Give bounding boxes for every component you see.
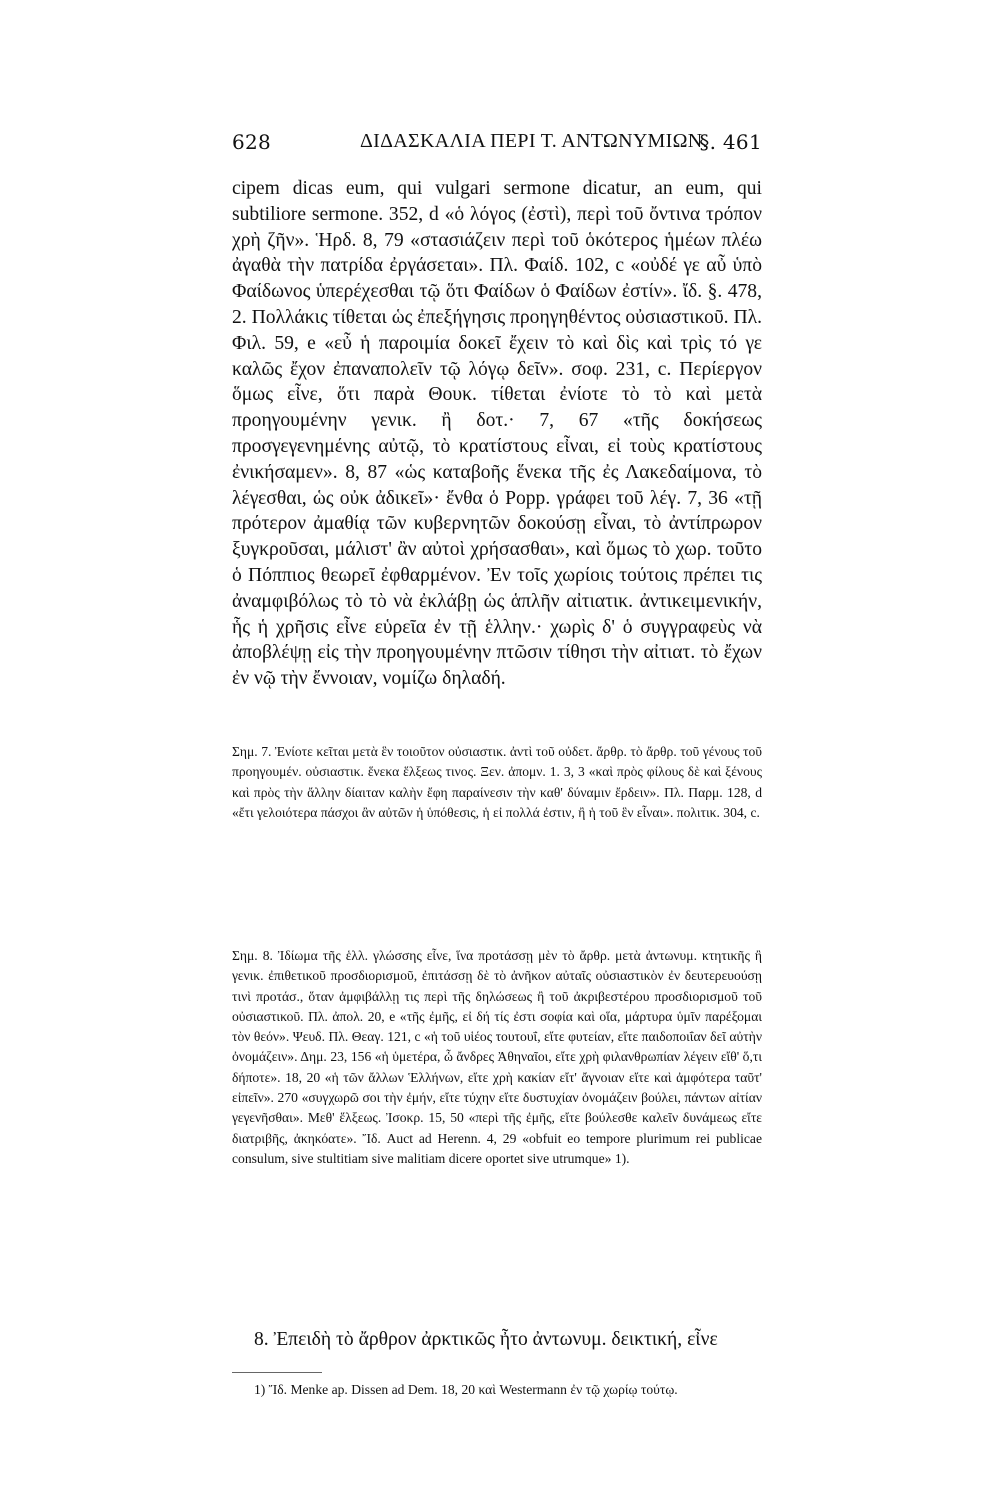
note-8-text: Σημ. 8. Ἰδίωμα τῆς ἑλλ. γλώσσης εἶνε, ἵνα προτάσσῃ μὲν τὸ ἄρθρ. μετὰ ἀντωνυμ. κτητικῆς ἢ γενικ. ἐπιθετικοῦ προσδιορισμοῦ, ἐπιτάσσῃ δὲ τὸ ἀνῆκον αὐταῖς οὐσιαστικὸν ἐν δευτερευούσῃ τινὶ προτάσ., ὅταν ἀμφιβάλλῃ τις περὶ τῆς δηλώσεως ἢ τοῦ ἀκριβεστέρου προσδιορισμοῦ τοῦ οὐσιαστικοῦ. Πλ. ἀπολ. 20, e «τῆς ἐμῆς, εἰ δή τίς ἐστι σοφία καὶ οἵα, μάρτυρα ὑμῖν παρέξομαι τὸν θεόν». Ψευδ. Πλ. Θεαγ. 121, c «ἡ τοῦ υἱέος τουτουΐ, εἴτε φυτείαν, εἴτε παιδοποιΐαν δεῖ αὐτὴν ὀνομάζειν». Δημ. 23, 156 «ἡ ὑμετέρα, ὦ ἄνδρες Ἀθηναῖοι, εἴτε χρὴ φιλανθρωπίαν λέγειν εἴθ' ὅ,τι δήποτε». 18, 20 «ἡ τῶν ἄλλων Ἑλλήνων, εἴτε χρὴ κακίαν εἴτ' ἄγνοιαν εἴτε καὶ ἀμφότερα ταῦτ' εἰπεῖν». 270 «συγχωρῶ σοι τὴν ἐμήν, εἴτε τύχην εἴτε δυστυχίαν ὀνομάζειν βούλει, πάντων αἰτίαν γεγενῆσθαι». Μεθ' ἕλξεως. Ἰσοκρ. 15, 50 «περὶ τῆς ἐμῆς, εἴτε βούλεσθε καλεῖν δυνάμεως εἴτε διατριβῆς, ἀκηκόατε». Ἴδ. Auct ad Herenn. 4, 29 «obfuit eo tempore plurimum rei publicae consulum, sive stultitiam sive malitiam dicere oportet sive utrumque» 1). bbox=[232, 948, 762, 1166]
paragraph-8 bbox=[232, 1327, 762, 1353]
main-paragraph: cipem dicas eum, qui vulgari sermone dicatur, an eum, qui subtiliore sermone. 352, d «ὁ λόγος (ἐστὶ), περὶ τοῦ ὄντινα τρόπον χρὴ ζῆν». Ἡρδ. 8, 79 «στασιάζειν περὶ τοῦ ὁκότερος ἡμέων πλέω ἀγαθὰ τὴν πατρίδα ἐργάσεται». Πλ. Φαίδ. 102, c «οὐδέ γε αὖ ὑπὸ Φαίδωνος ὑπερέχεσθαι τῷ ὅτι Φαίδων ὁ Φαίδων ἐστίν». ἴδ. §. 478, 2. Πολλάκις τίθεται ὡς ἐπεξήγησις προηγηθέντος οὐσιαστικοῦ. Πλ. Φιλ. 59, e «εὖ ἡ παροιμία δοκεῖ ἔχειν τὸ καὶ δὶς καὶ τρὶς τό γε καλῶς ἔχον ἐπαναπολεῖν τῷ λόγῳ δεῖν». σοφ. 231, c. Περίεργον ὅμως εἶνε, ὅτι παρὰ Θουκ. τίθεται ἐνίοτε τὸ τὸ καὶ μετὰ προηγουμένην γενικ. ἢ δοτ.· 7, 67 «τῆς δοκήσεως προσγεγενημένης αὐτῷ, τὸ κρατίστους εἶναι, εἰ τοὺς κρατίστους ἐνικήσαμεν». 8, 87 «ὡς καταβοῆς ἕνεκα τῆς ἐς Λακεδαίμονα, τὸ λέγεσθαι, ὡς οὐκ ἀδικεῖ»· ἔνθα ὁ Popp. γράφει τοῦ λέγ. 7, 36 «τῇ πρότερον ἀμαθίᾳ τῶν κυβερνητῶν δοκούσῃ εἶναι, τὸ ἀντίπρωρον ξυγκροῦσαι, μάλιστ' ἂν αὐτοὶ χρήσασθαι», καὶ ὅμως τὸ χωρ. τοῦτο ὁ Πόππιος θεωρεῖ ἐφθαρμένον. Ἐν τοῖς χωρίοις τούτοις πρέπει τις ἀναμφιβόλως τὸ τὸ νὰ ἐκλάβῃ ὡς ἁπλῆν αἰτιατικ. ἀντικειμενικήν, ἧς ἡ χρῆσις εἶνε εὑρεῖα ἐν τῇ ἑλλην.· χωρὶς δ' ὁ συγγραφεὺς νὰ ἀποβλέψῃ εἰς τὴν προηγουμένην πτῶσιν τίθησι τὴν αἰτιατ. τὸ ἔχων ἐν νῷ τὴν ἔννοιαν, νομίζω δηλαδή. bbox=[232, 178, 762, 690]
section-number: §. 461 bbox=[699, 130, 762, 154]
page-header bbox=[232, 124, 762, 164]
paragraph-8-text: 8. Ἐπειδὴ τὸ ἄρθρον ἀρκτικῶς ἦτο ἀντωνυμ. δεικτική, εἶνε bbox=[254, 1329, 718, 1350]
running-title: ΔΙΔΑΣΚΑΛΙΑ ΠΕΡΙ Τ. ΑΝΤΩΝΥΜΙΩΝ. bbox=[360, 130, 708, 152]
footnote-divider bbox=[232, 1372, 322, 1373]
note-8 bbox=[232, 946, 762, 1169]
footnote-text: 1) Ἴδ. Menke ap. Dissen ad Dem. 18, 20 καὶ Westermann ἐν τῷ χωρίῳ τούτῳ. bbox=[254, 1382, 678, 1397]
main-text bbox=[232, 176, 762, 692]
note-7 bbox=[232, 742, 762, 823]
note-7-text: Σημ. 7. Ἐνίοτε κεῖται μετὰ ἓν τοιοῦτον οὐσιαστικ. ἀντὶ τοῦ οὐδετ. ἄρθρ. τὸ ἄρθρ. τοῦ γένους τοῦ προηγουμέν. οὐσιαστικ. ἕνεκα ἕλξεως τινος. Ξεν. ἀπομν. 1. 3, 3 «καὶ πρὸς φίλους δὲ καὶ ξένους καὶ πρὸς τὴν ἄλλην δίαιταν καλὴν ἔφη παραίνεσιν τὴν καθ' δύναμιν ἔρδειν». Πλ. Παρμ. 128, d «ἔτι γελοιότερα πάσχοι ἂν αὐτῶν ἡ ὑπόθεσις, ἡ εἰ πολλά ἐστιν, ἢ ἡ τοῦ ἓν εἶναι». πολιτικ. 304, c. bbox=[232, 744, 762, 820]
page-number: 628 bbox=[232, 130, 272, 154]
footnote bbox=[232, 1378, 762, 1401]
